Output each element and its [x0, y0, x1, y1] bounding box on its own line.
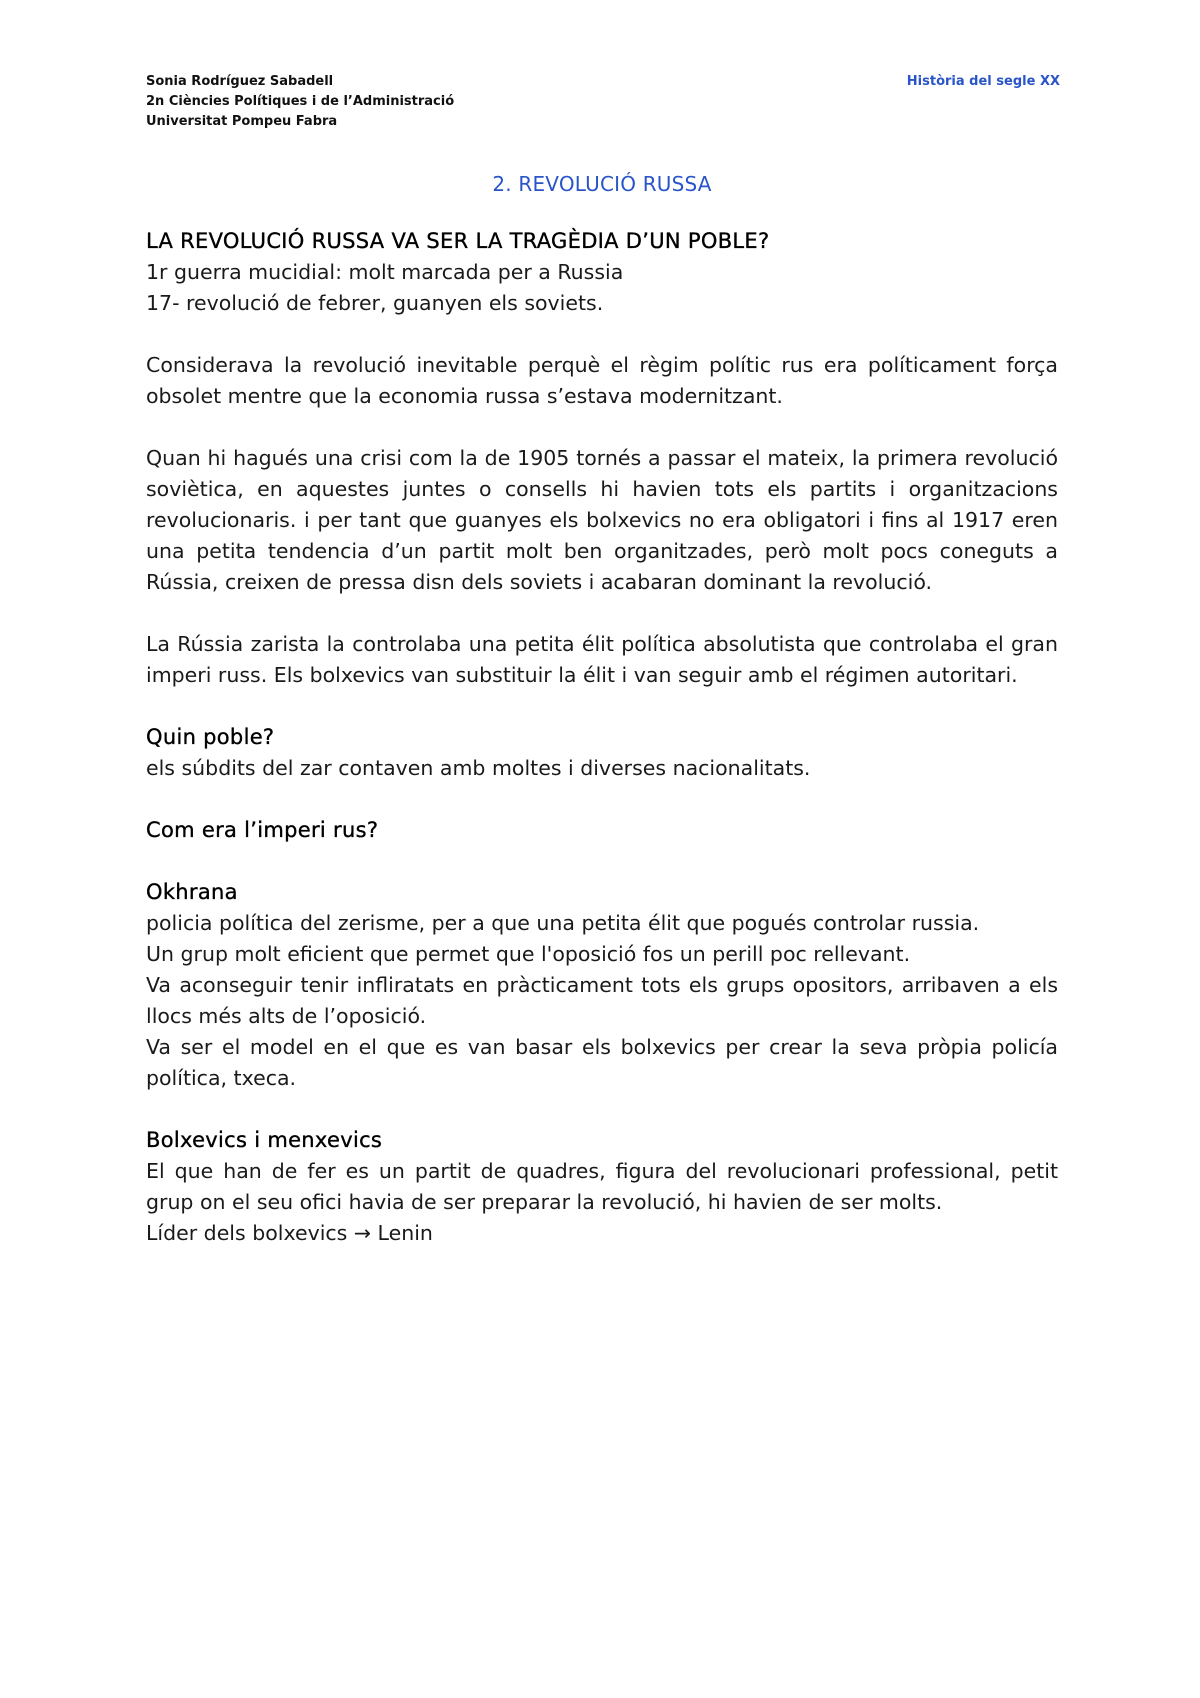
author-name: Sonia Rodríguez Sabadell	[146, 74, 334, 89]
university-name: Universitat Pompeu Fabra	[146, 114, 338, 129]
section-heading-tragedia: LA REVOLUCIÓ RUSSA VA SER LA TRAGÈDIA D’UN POBLE?	[146, 229, 770, 253]
intro-line-1: 1r guerra mucidial: molt marcada per a Russia	[146, 260, 624, 284]
paragraph-crisi-1905: Quan hi hagués una crisi com la de 1905 tornés a passar el mateix, la primera revolució soviètica, en aquestes juntes o consells hi havien tots els partits i organitzacions revolucionaris. i per tant que guanyes els bolxevics no era obligatori i fins al 1917 eren una petita tendencia d’un partit molt ben organitzades, però molt pocs coneguts a Rússia, creixen de pressa disn dels soviets i acabaran dominant la revolució.	[146, 446, 1058, 594]
okhrana-line-4: Va ser el model en el que es van basar els bolxevics per crear la seva pròpia policía política, txeca.	[146, 1035, 1058, 1090]
section-heading-imperi: Com era l’imperi rus?	[146, 818, 379, 842]
document-body	[146, 226, 1058, 1249]
section-heading-bolxevics: Bolxevics i menxevics	[146, 1128, 383, 1152]
paragraph-regim: Considerava la revolució inevitable perquè el règim polític rus era políticament força obsolet mentre que la economia russa s’estava modernitzant.	[146, 353, 1058, 408]
paragraph-russia-zarista: La Rússia zarista la controlaba una petita élit política absolutista que controlaba el gran imperi russ. Els bolxevics van substituir la élit i van seguir amb el régimen autoritari.	[146, 632, 1058, 687]
section-heading-okhrana: Okhrana	[146, 880, 238, 904]
quin-poble-text: els súbdits del zar contaven amb moltes i diverses nacionalitats.	[146, 756, 811, 780]
bolxevics-line-2: Líder dels bolxevics → Lenin	[146, 1221, 433, 1245]
course-name: 2n Ciències Polítiques i de l’Administració	[146, 94, 455, 109]
okhrana-line-3: Va aconseguir tenir infliratats en pràcticament tots els grups opositors, arribaven a els llocs més alts de l’oposició.	[146, 973, 1058, 1028]
okhrana-line-1: policia política del zerisme, per a que una petita élit que pogués controlar russia.	[146, 911, 980, 935]
intro-line-2: 17- revolució de febrer, guanyen els soviets.	[146, 291, 604, 315]
okhrana-line-2: Un grup molt eficient que permet que l'oposició fos un perill poc rellevant.	[146, 942, 911, 966]
section-heading-quin-poble: Quin poble?	[146, 725, 275, 749]
subject-title: Història del segle XX	[906, 74, 1060, 89]
document-title: 2. REVOLUCIÓ RUSSA	[492, 172, 712, 196]
page-header-left	[146, 72, 454, 132]
bolxevics-line-1: El que han de fer es un partit de quadres, figura del revolucionari professional, petit grup on el seu ofici havia de ser preparar la revolució, hi havien de ser molts.	[146, 1159, 1058, 1214]
